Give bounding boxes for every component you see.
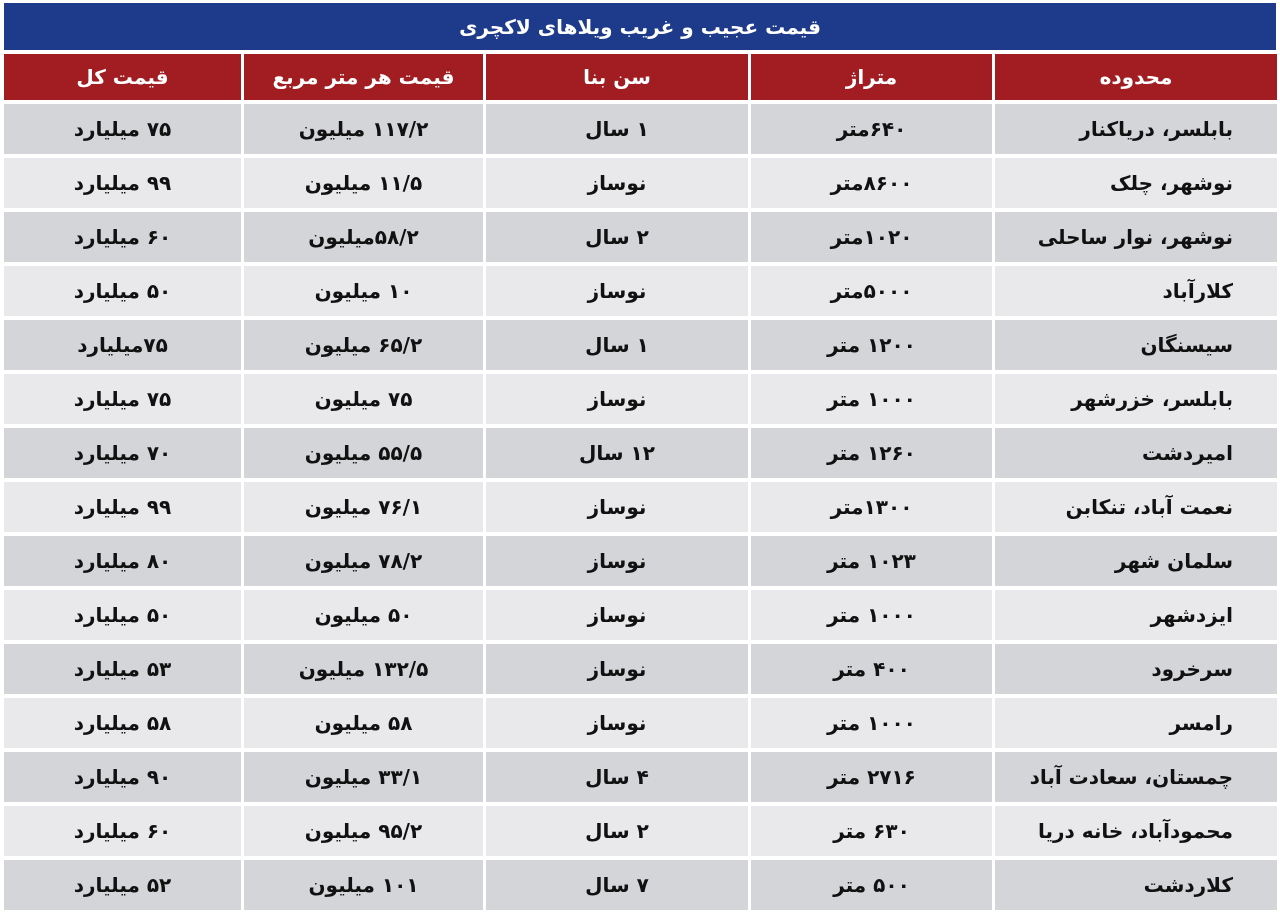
- cell-price-per-meter: ۱۰۱ میلیون: [244, 860, 483, 910]
- table-row: [4, 320, 1277, 370]
- cell-area: محمودآباد، خانه دریا: [995, 806, 1277, 856]
- cell-total-price: ۶۰ میلیارد: [4, 806, 241, 856]
- table-row: [4, 860, 1277, 910]
- header-row: [4, 54, 1277, 100]
- cell-age: نوساز: [486, 266, 748, 316]
- table-row: [4, 266, 1277, 316]
- cell-price-per-meter: ۱۰ میلیون: [244, 266, 483, 316]
- cell-area: سیسنگان: [995, 320, 1277, 370]
- cell-age: نوساز: [486, 374, 748, 424]
- cell-size: ۵۰۰ متر: [751, 860, 992, 910]
- cell-age: ۲ سال: [486, 212, 748, 262]
- price-table: [1, 50, 1280, 914]
- cell-area: نوشهر، چلک: [995, 158, 1277, 208]
- cell-age: نوساز: [486, 644, 748, 694]
- cell-price-per-meter: ۵۸ میلیون: [244, 698, 483, 748]
- cell-price-per-meter: ۵۸/۲میلیون: [244, 212, 483, 262]
- cell-size: ۶۴۰متر: [751, 104, 992, 154]
- cell-area: چمستان، سعادت آباد: [995, 752, 1277, 802]
- cell-size: ۱۰۰۰ متر: [751, 698, 992, 748]
- cell-area: نعمت آباد، تنکابن: [995, 482, 1277, 532]
- cell-age: ۱۲ سال: [486, 428, 748, 478]
- cell-size: ۵۰۰۰متر: [751, 266, 992, 316]
- cell-age: ۴ سال: [486, 752, 748, 802]
- cell-total-price: ۷۵ میلیارد: [4, 104, 241, 154]
- cell-size: ۱۰۰۰ متر: [751, 590, 992, 640]
- cell-total-price: ۹۹ میلیارد: [4, 482, 241, 532]
- cell-age: نوساز: [486, 590, 748, 640]
- cell-size: ۱۰۰۰ متر: [751, 374, 992, 424]
- cell-price-per-meter: ۷۵ میلیون: [244, 374, 483, 424]
- cell-price-per-meter: ۷۸/۲ میلیون: [244, 536, 483, 586]
- cell-area: کلارآباد: [995, 266, 1277, 316]
- header-size: متراژ: [751, 54, 992, 100]
- cell-price-per-meter: ۵۵/۵ میلیون: [244, 428, 483, 478]
- cell-size: ۱۳۰۰متر: [751, 482, 992, 532]
- cell-total-price: ۷۵میلیارد: [4, 320, 241, 370]
- cell-age: نوساز: [486, 158, 748, 208]
- table-row: [4, 212, 1277, 262]
- cell-area: امیردشت: [995, 428, 1277, 478]
- cell-area: بابلسر، خزرشهر: [995, 374, 1277, 424]
- cell-total-price: ۵۲ میلیارد: [4, 860, 241, 910]
- cell-price-per-meter: ۹۵/۲ میلیون: [244, 806, 483, 856]
- cell-area: بابلسر، دریاکنار: [995, 104, 1277, 154]
- table-row: [4, 752, 1277, 802]
- cell-total-price: ۶۰ میلیارد: [4, 212, 241, 262]
- cell-age: ۱ سال: [486, 320, 748, 370]
- cell-area: سرخرود: [995, 644, 1277, 694]
- table-row: [4, 482, 1277, 532]
- cell-age: ۱ سال: [486, 104, 748, 154]
- cell-size: ۱۲۰۰ متر: [751, 320, 992, 370]
- table-row: [4, 158, 1277, 208]
- cell-total-price: ۷۰ میلیارد: [4, 428, 241, 478]
- cell-size: ۲۷۱۶ متر: [751, 752, 992, 802]
- cell-size: ۱۲۶۰ متر: [751, 428, 992, 478]
- table-row: [4, 428, 1277, 478]
- cell-price-per-meter: ۱۱/۵ میلیون: [244, 158, 483, 208]
- table-row: [4, 536, 1277, 586]
- table-row: [4, 590, 1277, 640]
- cell-area: رامسر: [995, 698, 1277, 748]
- table-row: [4, 104, 1277, 154]
- cell-size: ۱۰۲۳ متر: [751, 536, 992, 586]
- cell-age: نوساز: [486, 698, 748, 748]
- table-row: [4, 374, 1277, 424]
- cell-age: نوساز: [486, 536, 748, 586]
- table-row: [4, 644, 1277, 694]
- cell-price-per-meter: ۱۳۲/۵ میلیون: [244, 644, 483, 694]
- cell-price-per-meter: ۱۱۷/۲ میلیون: [244, 104, 483, 154]
- table-row: [4, 698, 1277, 748]
- cell-total-price: ۷۵ میلیارد: [4, 374, 241, 424]
- cell-price-per-meter: ۵۰ میلیون: [244, 590, 483, 640]
- cell-total-price: ۹۰ میلیارد: [4, 752, 241, 802]
- cell-price-per-meter: ۷۶/۱ میلیون: [244, 482, 483, 532]
- cell-area: ایزدشهر: [995, 590, 1277, 640]
- cell-age: نوساز: [486, 482, 748, 532]
- header-price-per-meter: قیمت هر متر مربع: [244, 54, 483, 100]
- cell-total-price: ۵۸ میلیارد: [4, 698, 241, 748]
- cell-price-per-meter: ۳۳/۱ میلیون: [244, 752, 483, 802]
- table-title: قیمت عجیب و غریب ویلاهای لاکچری: [4, 3, 1276, 50]
- cell-area: نوشهر، نوار ساحلی: [995, 212, 1277, 262]
- cell-size: ۶۳۰ متر: [751, 806, 992, 856]
- cell-total-price: ۹۹ میلیارد: [4, 158, 241, 208]
- table-row: [4, 806, 1277, 856]
- header-age: سن بنا: [486, 54, 748, 100]
- cell-total-price: ۵۰ میلیارد: [4, 266, 241, 316]
- cell-size: ۸۶۰۰متر: [751, 158, 992, 208]
- header-area: محدوده: [995, 54, 1277, 100]
- header-total-price: قیمت کل: [4, 54, 241, 100]
- cell-size: ۴۰۰ متر: [751, 644, 992, 694]
- cell-age: ۷ سال: [486, 860, 748, 910]
- cell-total-price: ۵۳ میلیارد: [4, 644, 241, 694]
- cell-age: ۲ سال: [486, 806, 748, 856]
- cell-total-price: ۸۰ میلیارد: [4, 536, 241, 586]
- cell-total-price: ۵۰ میلیارد: [4, 590, 241, 640]
- cell-area: سلمان شهر: [995, 536, 1277, 586]
- cell-price-per-meter: ۶۵/۲ میلیون: [244, 320, 483, 370]
- cell-area: کلاردشت: [995, 860, 1277, 910]
- cell-size: ۱۰۲۰متر: [751, 212, 992, 262]
